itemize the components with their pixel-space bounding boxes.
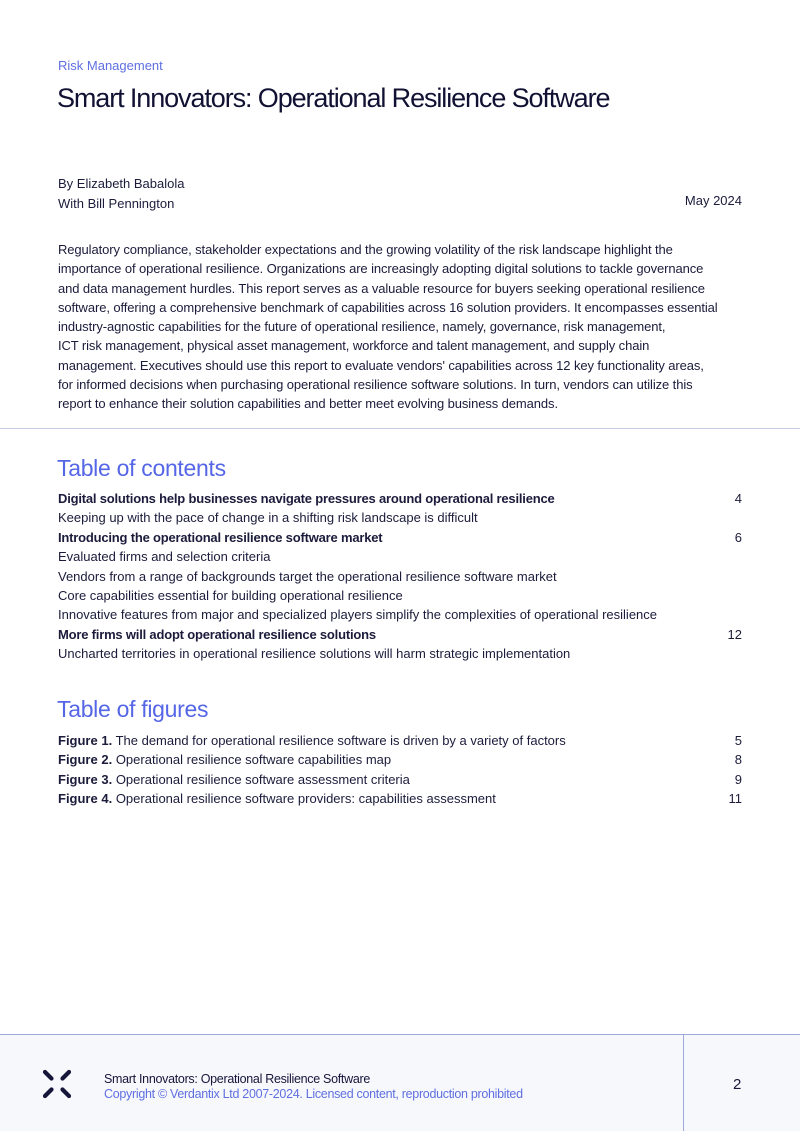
toc-item[interactable] [58,530,742,549]
table-of-contents [58,491,742,666]
figure-title: Operational resilience software assessment criteria [115,771,410,787]
byline [58,174,184,213]
author: By Elizabeth Babalola [58,176,185,191]
toc-item[interactable] [58,491,742,510]
publication-date: May 2024 [684,193,742,208]
toc-item[interactable] [58,549,742,568]
figure-title: The demand for operational resilience software is driven by a variety of factors [115,733,566,748]
toc-item-page: 6 [734,529,742,545]
toc-item[interactable] [58,627,742,646]
toc-item-page: 12 [727,626,742,642]
figure-item[interactable] [58,791,742,810]
figure-title: Operational resilience software capabilities map [115,752,392,768]
footer-report-title: Smart Innovators: Operational Resilience Software [104,1072,370,1086]
section-divider [0,428,800,429]
report-title: Smart Innovators: Operational Resilience Software [57,83,610,113]
report-category: Risk Management [58,58,163,73]
figure-item[interactable] [58,733,742,752]
toc-item-text: Core capabilities essential for building operational resilience [58,587,403,603]
footer-copyright: Copyright © Verdantix Ltd 2007-2024. Licensed content, reproduction prohibited [104,1087,523,1101]
toc-item[interactable] [58,569,742,588]
toc-item-text: Innovative features from major and specialized players simplify the complexities of operational resilience [58,607,658,623]
verdantix-logo-icon [42,1069,72,1099]
toc-item-page: 4 [734,491,742,506]
figure-label: Figure 1. [58,733,113,748]
figure-page: 8 [734,752,742,768]
page-number: 2 [733,1076,742,1093]
abstract: Regulatory compliance, stakeholder expectations and the growing volatility of the risk landscape highlight the importance of operational resilience. Organizations are increasingly adopting digital solutions to tackle governance and data management hurdles. This report serves as a valuable resource for buyers seeking operational resilience software, offering a comprehensive benchmark of capabilities across 16 solution providers. It encompasses essential industry-agnostic capabilities for the future of operational resilience, namely, governance, risk management, ICT risk management, physical asset management, workforce and talent management, and supply chain management. Executives should use this report to evaluate vendors' capabilities across 12 key functionality areas, for informed decisions when purchasing operational resilience software solutions. In turn, vendors can utilize this report to enhance their solution capabilities and better meet evolving business demands. [58,242,718,412]
figure-label: Figure 3. [58,771,113,787]
figure-label: Figure 4. [58,791,113,807]
figure-item[interactable] [58,752,742,771]
coauthor: With Bill Pennington [58,195,175,211]
figure-label: Figure 2. [58,752,113,768]
figures-heading: Table of figures [57,696,209,722]
toc-item-text: More firms will adopt operational resilience solutions [58,626,376,642]
figure-page: 5 [734,733,742,748]
toc-item-text: Uncharted territories in operational resilience solutions will harm strategic implementation [58,646,571,662]
figure-title: Operational resilience software providers: capabilities assessment [115,791,496,807]
toc-item-text: Introducing the operational resilience software market [58,529,383,545]
toc-item-text: Keeping up with the pace of change in a shifting risk landscape is difficult [58,510,478,526]
toc-item-text: Vendors from a range of backgrounds target the operational resilience software market [58,568,557,584]
toc-item[interactable] [58,607,742,626]
table-of-figures [58,733,742,811]
toc-heading: Table of contents [57,455,226,481]
toc-item[interactable] [58,646,742,665]
toc-item-text: Digital solutions help businesses navigate pressures around operational resilience [58,491,555,506]
toc-item-text: Evaluated firms and selection criteria [58,549,271,565]
toc-item[interactable] [58,510,742,529]
footer-divider [683,1035,684,1131]
figure-page: 9 [734,771,742,787]
figure-page: 11 [728,791,742,807]
toc-item[interactable] [58,588,742,607]
page-footer [0,1034,800,1131]
figure-item[interactable] [58,772,742,791]
